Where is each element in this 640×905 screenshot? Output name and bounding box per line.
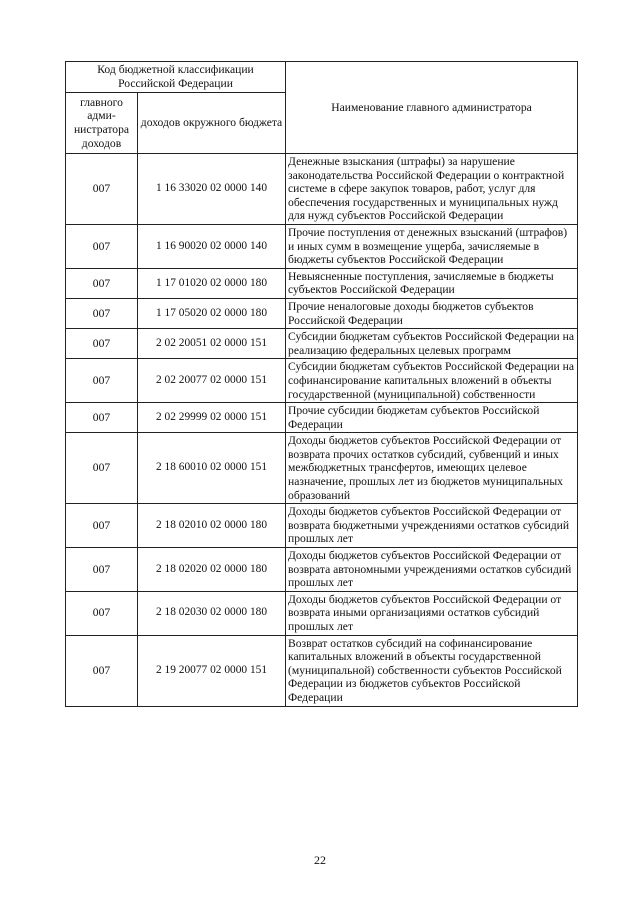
admin-code-cell: 007: [66, 433, 138, 504]
header-main-administrator: главного адми-нистратора доходов: [66, 93, 138, 154]
administrator-name-cell: Доходы бюджетов субъектов Российской Федерации от возврата прочих остатков субсидий, субвенций и иных межбюджетных трансфертов, имеющих целевое назначение, прошлых лет из бюджетов муниципальных образований: [286, 433, 578, 504]
table-row: [66, 548, 578, 592]
admin-code-cell: 007: [66, 504, 138, 548]
income-code-cell: 2 18 02020 02 0000 180: [138, 548, 286, 592]
income-code-cell: 1 16 90020 02 0000 140: [138, 224, 286, 268]
income-code-cell: 2 02 20051 02 0000 151: [138, 329, 286, 359]
table-row: [66, 154, 578, 225]
admin-code-cell: 007: [66, 548, 138, 592]
page-number: 22: [314, 853, 326, 867]
table-row: [66, 359, 578, 403]
administrator-name-cell: Невыясненные поступления, зачисляемые в бюджеты субъектов Российской Федерации: [286, 268, 578, 298]
table-row: [66, 635, 578, 706]
admin-code-cell: 007: [66, 268, 138, 298]
income-code-cell: 2 02 29999 02 0000 151: [138, 403, 286, 433]
income-code-cell: 2 19 20077 02 0000 151: [138, 635, 286, 706]
income-code-cell: 2 18 60010 02 0000 151: [138, 433, 286, 504]
income-code-cell: 1 17 05020 02 0000 180: [138, 298, 286, 328]
administrator-name-cell: Доходы бюджетов субъектов Российской Федерации от возврата автономными учреждениями остатков субсидий прошлых лет: [286, 548, 578, 592]
administrator-name-cell: Прочие поступления от денежных взысканий (штрафов) и иных сумм в возмещение ущерба, зачисляемые в бюджеты субъектов Российской Федерации: [286, 224, 578, 268]
administrator-name-cell: Доходы бюджетов субъектов Российской Федерации от возврата бюджетными учреждениями остатков субсидий прошлых лет: [286, 504, 578, 548]
administrator-name-cell: Прочие субсидии бюджетам субъектов Российской Федерации: [286, 403, 578, 433]
header-district-budget-income: доходов окружного бюджета: [138, 93, 286, 154]
table-row: [66, 268, 578, 298]
administrator-name-cell: Субсидии бюджетам субъектов Российской Федерации на реализацию федеральных целевых программ: [286, 329, 578, 359]
administrator-name-cell: Доходы бюджетов субъектов Российской Федерации от возврата иными организациями остатков субсидий прошлых лет: [286, 591, 578, 635]
income-code-cell: 2 02 20077 02 0000 151: [138, 359, 286, 403]
table-row: [66, 224, 578, 268]
income-code-cell: 1 17 01020 02 0000 180: [138, 268, 286, 298]
admin-code-cell: 007: [66, 298, 138, 328]
admin-code-cell: 007: [66, 224, 138, 268]
administrator-name-cell: Возврат остатков субсидий на софинансирование капитальных вложений в объекты государственной (муниципальной) собственности субъектов Российской Федерации из бюджетов субъектов Российской Федерации: [286, 635, 578, 706]
budget-classification-table: [65, 61, 578, 707]
admin-code-cell: 007: [66, 329, 138, 359]
admin-code-cell: 007: [66, 635, 138, 706]
table-row: [66, 403, 578, 433]
header-administrator-name: Наименование главного администратора: [286, 62, 578, 154]
administrator-name-cell: Денежные взыскания (штрафы) за нарушение законодательства Российской Федерации о контрактной системе в сфере закупок товаров, работ, услуг для обеспечения государственных и муниципальных нужд для нужд субъектов Российской Федерации: [286, 154, 578, 225]
table-row: [66, 329, 578, 359]
table-row: [66, 591, 578, 635]
administrator-name-cell: Прочие неналоговые доходы бюджетов субъектов Российской Федерации: [286, 298, 578, 328]
admin-code-cell: 007: [66, 591, 138, 635]
income-code-cell: 2 18 02010 02 0000 180: [138, 504, 286, 548]
table-row: [66, 298, 578, 328]
income-code-cell: 2 18 02030 02 0000 180: [138, 591, 286, 635]
table-header-row: [66, 62, 578, 93]
table-row: [66, 504, 578, 548]
admin-code-cell: 007: [66, 359, 138, 403]
admin-code-cell: 007: [66, 154, 138, 225]
header-budget-classification-code: Код бюджетной классификации Российской Федерации: [66, 62, 286, 93]
admin-code-cell: 007: [66, 403, 138, 433]
table-row: [66, 433, 578, 504]
income-code-cell: 1 16 33020 02 0000 140: [138, 154, 286, 225]
administrator-name-cell: Субсидии бюджетам субъектов Российской Федерации на софинансирование капитальных вложений в объекты государственной (муниципальной) собственности: [286, 359, 578, 403]
